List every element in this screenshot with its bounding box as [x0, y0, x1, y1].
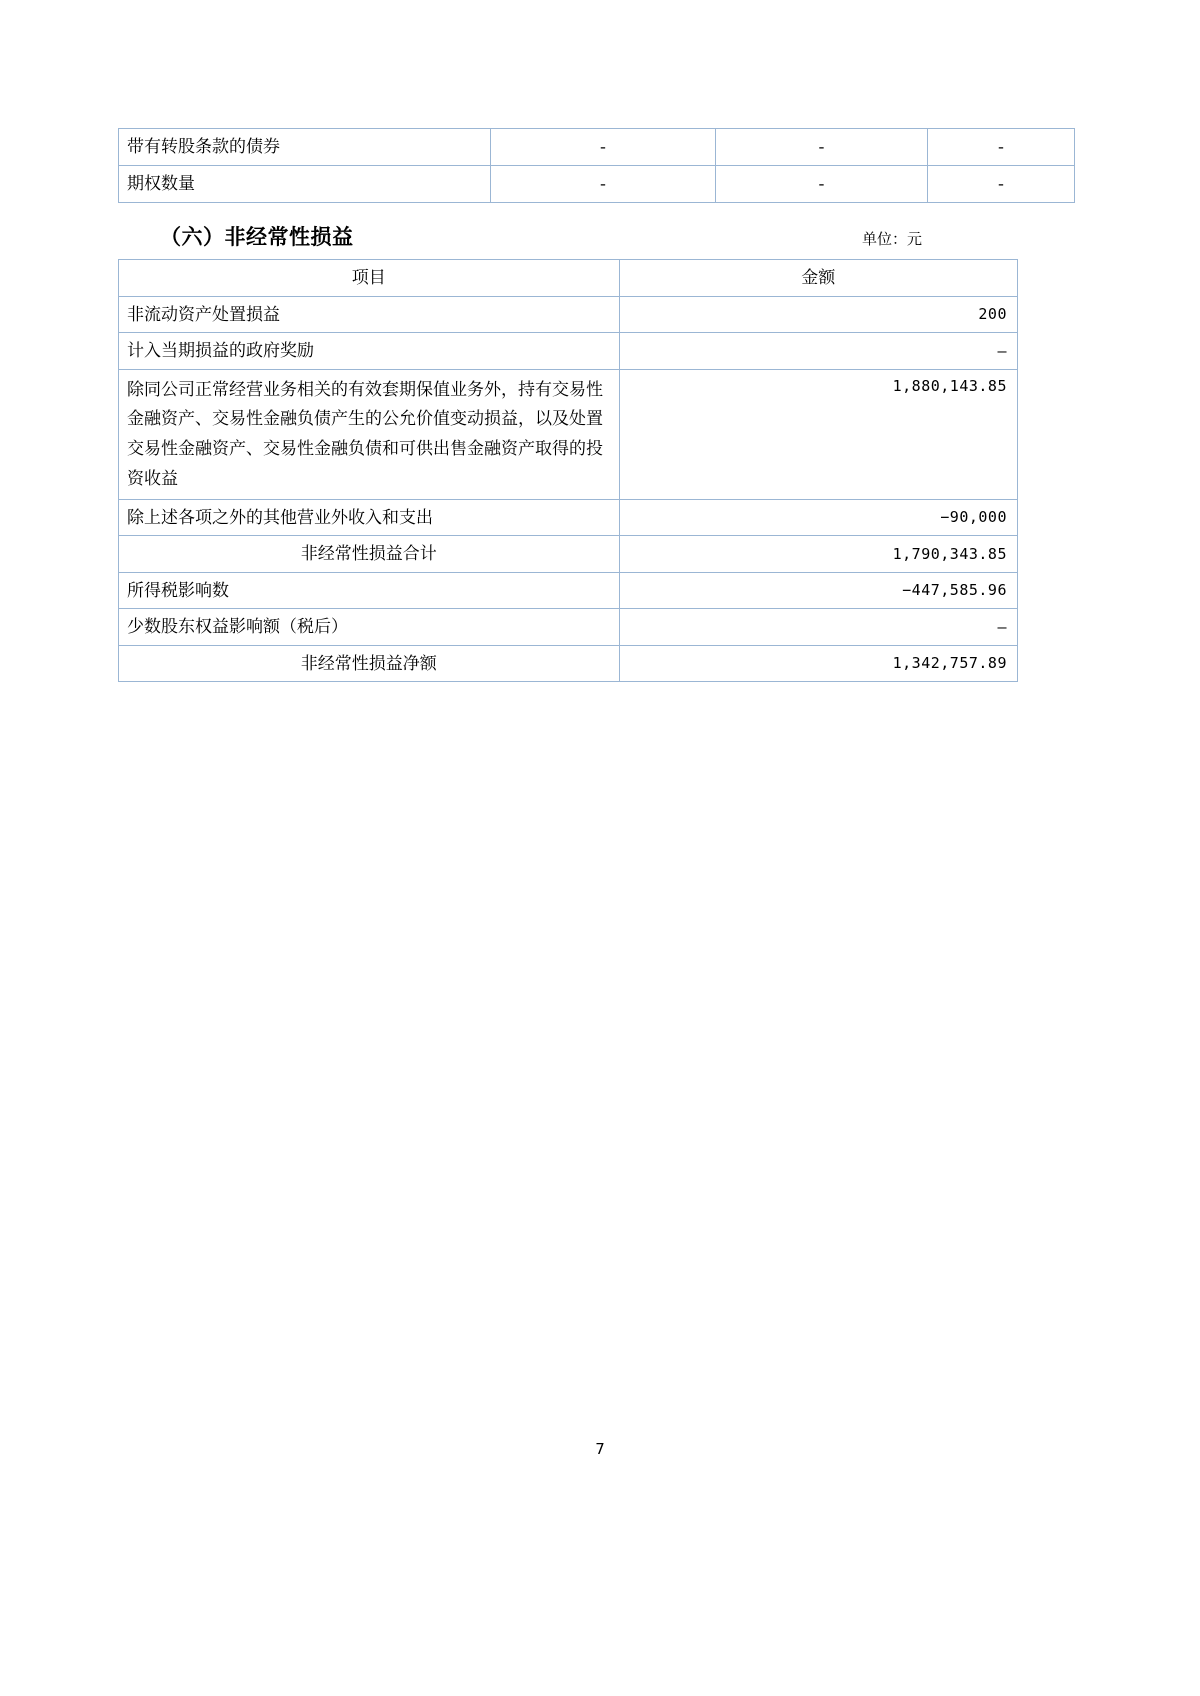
table-row: [119, 129, 1075, 166]
column-header-item: 项目: [119, 260, 620, 297]
table-row: [119, 499, 1018, 536]
row-item: 计入当期损益的政府奖励: [119, 333, 620, 370]
table-row: [119, 333, 1018, 370]
row-label: 带有转股条款的债券: [119, 129, 491, 166]
row-amount: −90,000: [619, 499, 1017, 536]
unit-label: 单位：元: [861, 230, 922, 248]
row-value-1: -: [491, 166, 716, 203]
row-amount: 1,342,757.89: [619, 645, 1017, 682]
table-header-row: [119, 260, 1018, 297]
non-recurring-profit-loss-table: [118, 259, 1018, 682]
row-item: 非经常性损益净额: [119, 645, 620, 682]
row-value-2: -: [716, 129, 928, 166]
row-item: 所得税影响数: [119, 572, 620, 609]
row-item: 除上述各项之外的其他营业外收入和支出: [119, 499, 620, 536]
table-row: [119, 166, 1075, 203]
row-amount: 1,790,343.85: [619, 536, 1017, 573]
row-amount: 200: [619, 296, 1017, 333]
row-value-3: -: [928, 129, 1075, 166]
row-value-2: -: [716, 166, 928, 203]
row-amount: –: [619, 609, 1017, 646]
row-item: 非经常性损益合计: [119, 536, 620, 573]
row-amount: –: [619, 333, 1017, 370]
table-row: [119, 609, 1018, 646]
carry-over-table: [118, 128, 1075, 203]
row-label: 期权数量: [119, 166, 491, 203]
row-amount: 1,880,143.85: [619, 369, 1017, 499]
row-item: 除同公司正常经营业务相关的有效套期保值业务外，持有交易性金融资产、交易性金融负债产生的公允价值变动损益，以及处置交易性金融资产、交易性金融负债和可供出售金融资产取得的投资收益: [119, 369, 620, 499]
row-value-1: -: [491, 129, 716, 166]
column-header-amount: 金额: [619, 260, 1017, 297]
table-row: [119, 296, 1018, 333]
table-row: [119, 572, 1018, 609]
page-content: [118, 128, 1018, 682]
row-value-3: -: [928, 166, 1075, 203]
row-amount: −447,585.96: [619, 572, 1017, 609]
table-row-total: [119, 536, 1018, 573]
table-row: [119, 369, 1018, 499]
row-item: 非流动资产处置损益: [119, 296, 620, 333]
section-title: （六）非经常性损益: [160, 225, 354, 249]
table-row-total: [119, 645, 1018, 682]
section-header: [118, 221, 1018, 251]
page-number: 7: [595, 1440, 605, 1458]
row-item: 少数股东权益影响额（税后）: [119, 609, 620, 646]
